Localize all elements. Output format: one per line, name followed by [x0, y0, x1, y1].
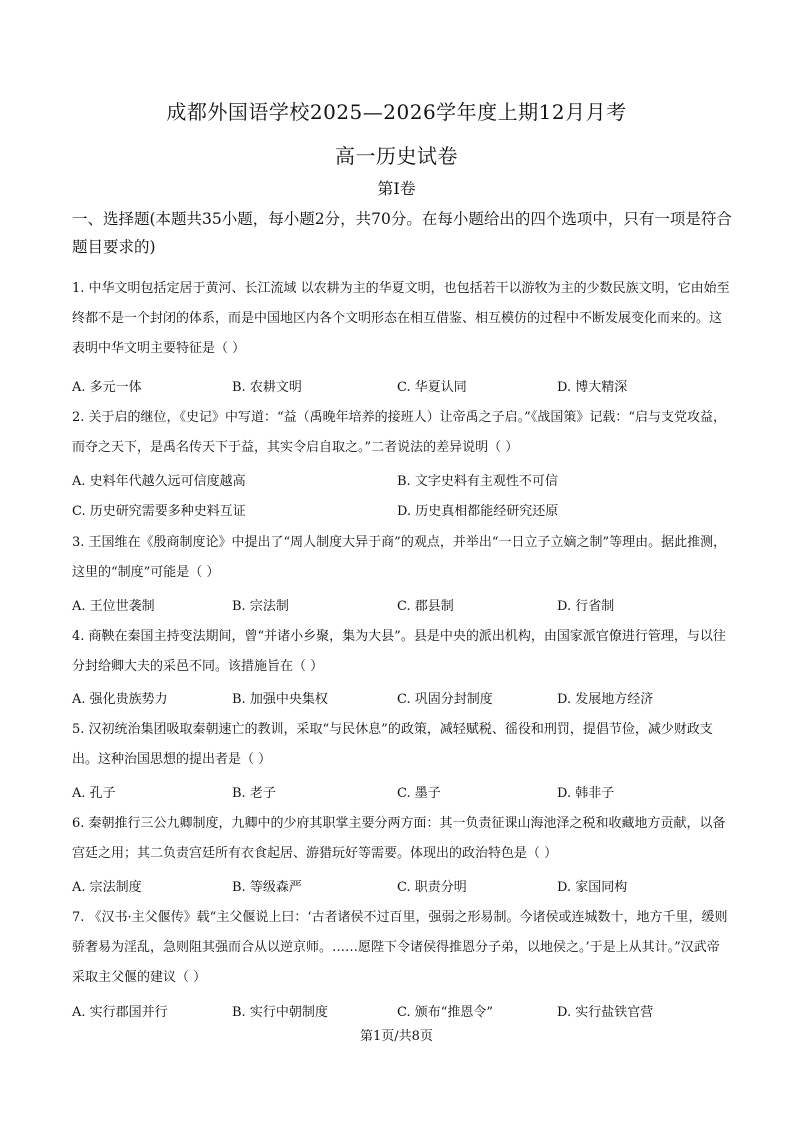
- question-4-options: [72, 688, 732, 708]
- question-1-option-a: A. 多元一体: [72, 380, 142, 395]
- question-1-stem: 1. 中华文明包括定居于黄河、长江流域 以农耕为主的华夏文明，也包括若干以游牧为主的少数民族文明，它由始至终都不是一个封闭的体系，而是中国地区内各个文明形态在相互借鉴、相互模仿的过程中不断发展变化而来的。这表明中华文明主要特征是（ ）: [72, 281, 730, 356]
- page-number: 第1页/共8页: [360, 1029, 433, 1044]
- question-3-option-d: D. 行省制: [557, 599, 615, 614]
- question-5-option-a: A. 孔子: [72, 786, 116, 801]
- question-2-option-c: C. 历史研究需要多种史料互证: [72, 504, 246, 519]
- exam-subtitle: 高一历史试卷: [335, 144, 458, 168]
- question-5-options: [72, 782, 732, 802]
- question-2-option-a: A. 史料年代越久远可信度越高: [72, 474, 246, 489]
- question-1-option-d: D. 博大精深: [557, 380, 628, 395]
- question-1-option-c: C. 华夏认同: [397, 380, 467, 395]
- question-1-options: [72, 376, 732, 396]
- question-5-option-b: B. 老子: [232, 786, 276, 801]
- question-4-option-d: D. 发展地方经济: [557, 692, 654, 707]
- question-3-options: [72, 595, 732, 615]
- question-7-stem: 7. 《汉书·主父偃传》载“主父偃说上曰：‘古者诸侯不过百里，强弱之形易制。今诸侯或连城数十，地方千里，缓则骄奢易为淫乱，急则阻其强而合从以逆京师。……愿陛下令诸侯得推恩分子弟，以地侯之。’于是上从其计。”汉武帝采取主父偃的建议（ ）: [72, 910, 728, 985]
- question-3-option-c: C. 郡县制: [397, 599, 454, 614]
- question-4-option-b: B. 加强中央集权: [232, 692, 328, 707]
- question-6-options: [72, 876, 732, 896]
- question-6-option-d: D. 家国同构: [557, 880, 628, 895]
- question-7-option-a: A. 实行郡国并行: [72, 1005, 168, 1020]
- question-3-option-a: A. 王位世袭制: [72, 599, 155, 614]
- question-7-option-d: D. 实行盐铁官营: [557, 1005, 654, 1020]
- question-7-option-b: B. 实行中朝制度: [232, 1005, 328, 1020]
- question-2-stem: 2. 关于启的继位，《史记》中写道：“益（禹晚年培养的接班人）让帝禹之子启。”《战国策》记载：“启与支党攻益，而夺之天下，是禹名传天下于益，其实令启自取之。”二者说法的差异说明（ ）: [72, 410, 726, 455]
- question-2-options-row1: [72, 470, 732, 490]
- question-3-stem: 3. 王国维在《殷商制度论》中提出了“周人制度大异于商”的观点，并举出“一日立子立嫡之制”等理由。据此推测，这里的“制度”可能是（ ）: [72, 535, 727, 580]
- question-5-stem: 5. 汉初统治集团吸取秦朝速亡的教训，采取“与民休息”的政策，减轻赋税、徭役和刑罚，提倡节俭，减少财政支出。这种治国思想的提出者是（ ）: [72, 722, 713, 767]
- question-6-option-a: A. 宗法制度: [72, 880, 142, 895]
- volume-label: 第Ⅰ卷: [377, 179, 416, 198]
- question-2-option-d: D. 历史真相都能经研究还原: [397, 504, 559, 519]
- question-6-option-c: C. 职责分明: [397, 880, 467, 895]
- exam-title: 成都外国语学校2025—2026学年度上期12月月考: [166, 100, 627, 124]
- question-5-option-c: C. 墨子: [397, 786, 441, 801]
- question-3-option-b: B. 宗法制: [232, 599, 289, 614]
- question-6-option-b: B. 等级森严: [232, 880, 302, 895]
- question-6-stem: 6. 秦朝推行三公九卿制度，九卿中的少府其职掌主要分两方面：其一负责征课山海池泽之税和收藏地方贡献，以备宫廷之用；其二负责宫廷所有衣食起居、游猎玩好等需要。体现出的政治特色是（ ）: [72, 816, 726, 861]
- question-2-options-row2: [72, 500, 732, 520]
- question-4-stem: 4. 商鞅在秦国主持变法期间，曾“并诸小乡聚，集为大县”。县是中央的派出机构，由国家派官僚进行管理，与以往分封给卿大夫的采邑不同。该措施旨在（ ）: [72, 629, 726, 674]
- question-2-option-b: B. 文字史料有主观性不可信: [397, 474, 558, 489]
- question-7-options: [72, 1001, 732, 1021]
- question-7-option-c: C. 颁布“推恩令”: [397, 1005, 494, 1020]
- question-1-option-b: B. 农耕文明: [232, 380, 302, 395]
- question-4-option-c: C. 巩固分封制度: [397, 692, 493, 707]
- section-instructions: 一、选择题(本题共35小题，每小题2分，共70分。在每小题给出的四个选项中，只有一项是符合题目要求的): [72, 210, 732, 256]
- question-4-option-a: A. 强化贵族势力: [72, 692, 168, 707]
- question-5-option-d: D. 韩非子: [557, 786, 615, 801]
